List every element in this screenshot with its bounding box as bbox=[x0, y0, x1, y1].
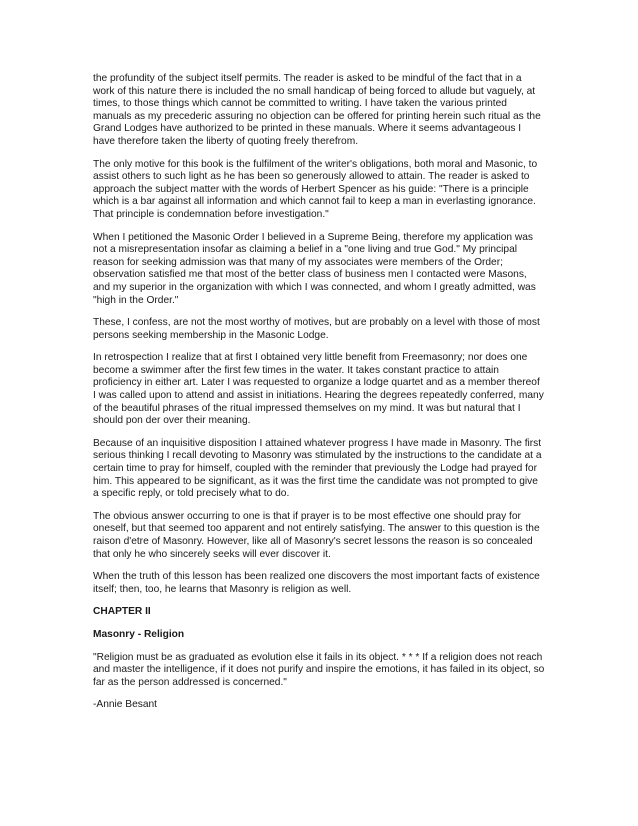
epigraph-quote: "Religion must be as graduated as evolution else it fails in its object. * * * If a religion does not reach and master the intelligence, if it does not purify and inspire the emotions, it has failed in its object, so far as the person addressed is concerned." bbox=[93, 651, 545, 688]
document-page bbox=[93, 73, 545, 722]
chapter-heading: CHAPTER II bbox=[93, 606, 151, 618]
paragraph: The only motive for this book is the fulfilment of the writer's obligations, both moral and Masonic, to assist others to such light as he has been so generously allowed to attain. The reader is asked to approach the subject matter with the words of Herbert Spencer as his guide: "There is a principle which is a bar against all information and which cannot fail to keep a man in everlasting ignorance. That principle is condemnation before investigation." bbox=[93, 158, 538, 220]
chapter-title: Masonry - Religion bbox=[93, 628, 185, 640]
epigraph-attribution: -Annie Besant bbox=[93, 699, 157, 711]
paragraph: These, I confess, are not the most worthy of motives, but are probably on a level with those of most persons seeking membership in the Masonic Lodge. bbox=[93, 317, 540, 341]
paragraph: When I petitioned the Masonic Order I believed in a Supreme Being, therefore my application was not a misrepresentation insofar as claiming a belief in a "one living and true God." My principal reason for seeking admission was that many of my associates were members of the Order; observation satisfied me that most of the better class of business men I contacted were Masons, and my superior in the organization with which I was connected, and whom I greatly admitted, was "high in the Order." bbox=[93, 231, 536, 306]
paragraph: the profundity of the subject itself permits. The reader is asked to be mindful of the fact that in a work of this nature there is included the no small handicap of being forced to allude but vaguely, at times, to those things which cannot be committed to writing. I have taken the various printed manuals as my precederic assuring no objection can be offered for printing herein such ritual as the Grand Lodges have authorized to be printed in these manuals. Where it seems advantageous I have therefore taken the liberty of quoting freely therefrom. bbox=[93, 73, 541, 147]
paragraph: Because of an inquisitive disposition I attained whatever progress I have made in Masonry. The first serious thinking I recall devoting to Masonry was stimulated by the instructions to the candidate at a certain time to pray for himself, coupled with the reminder that previously the Lodge had prayed for him. This appeared to be significant, as it was the first time the candidate was not prompted to give a specific reply, or told precisely what to do. bbox=[93, 437, 542, 500]
paragraph: The obvious answer occurring to one is that if prayer is to be most effective one should pray for oneself, but that seemed too apparent and not entirely satisfying. The answer to this question is the raison d'etre of Masonry. However, like all of Masonry's secret lessons the reason is so concealed that only he who sincerely seeks will ever discover it. bbox=[93, 510, 540, 560]
paragraph: When the truth of this lesson has been realized one discovers the most important facts of existence itself; then, too, he learns that Masonry is religion as well. bbox=[93, 571, 540, 595]
paragraph: In retrospection I realize that at first I obtained very little benefit from Freemasonry; nor does one become a swimmer after the first few times in the water. It takes constant practice to attain proficiency in either art. Later I was requested to organize a lodge quartet and as a member thereof I was called upon to attend and assist in initiations. Hearing the degrees repeatedly conferred, many of the beautiful phrases of the ritual impressed themselves on my mind. It was but natural that I should pon der over their meaning. bbox=[93, 352, 544, 427]
